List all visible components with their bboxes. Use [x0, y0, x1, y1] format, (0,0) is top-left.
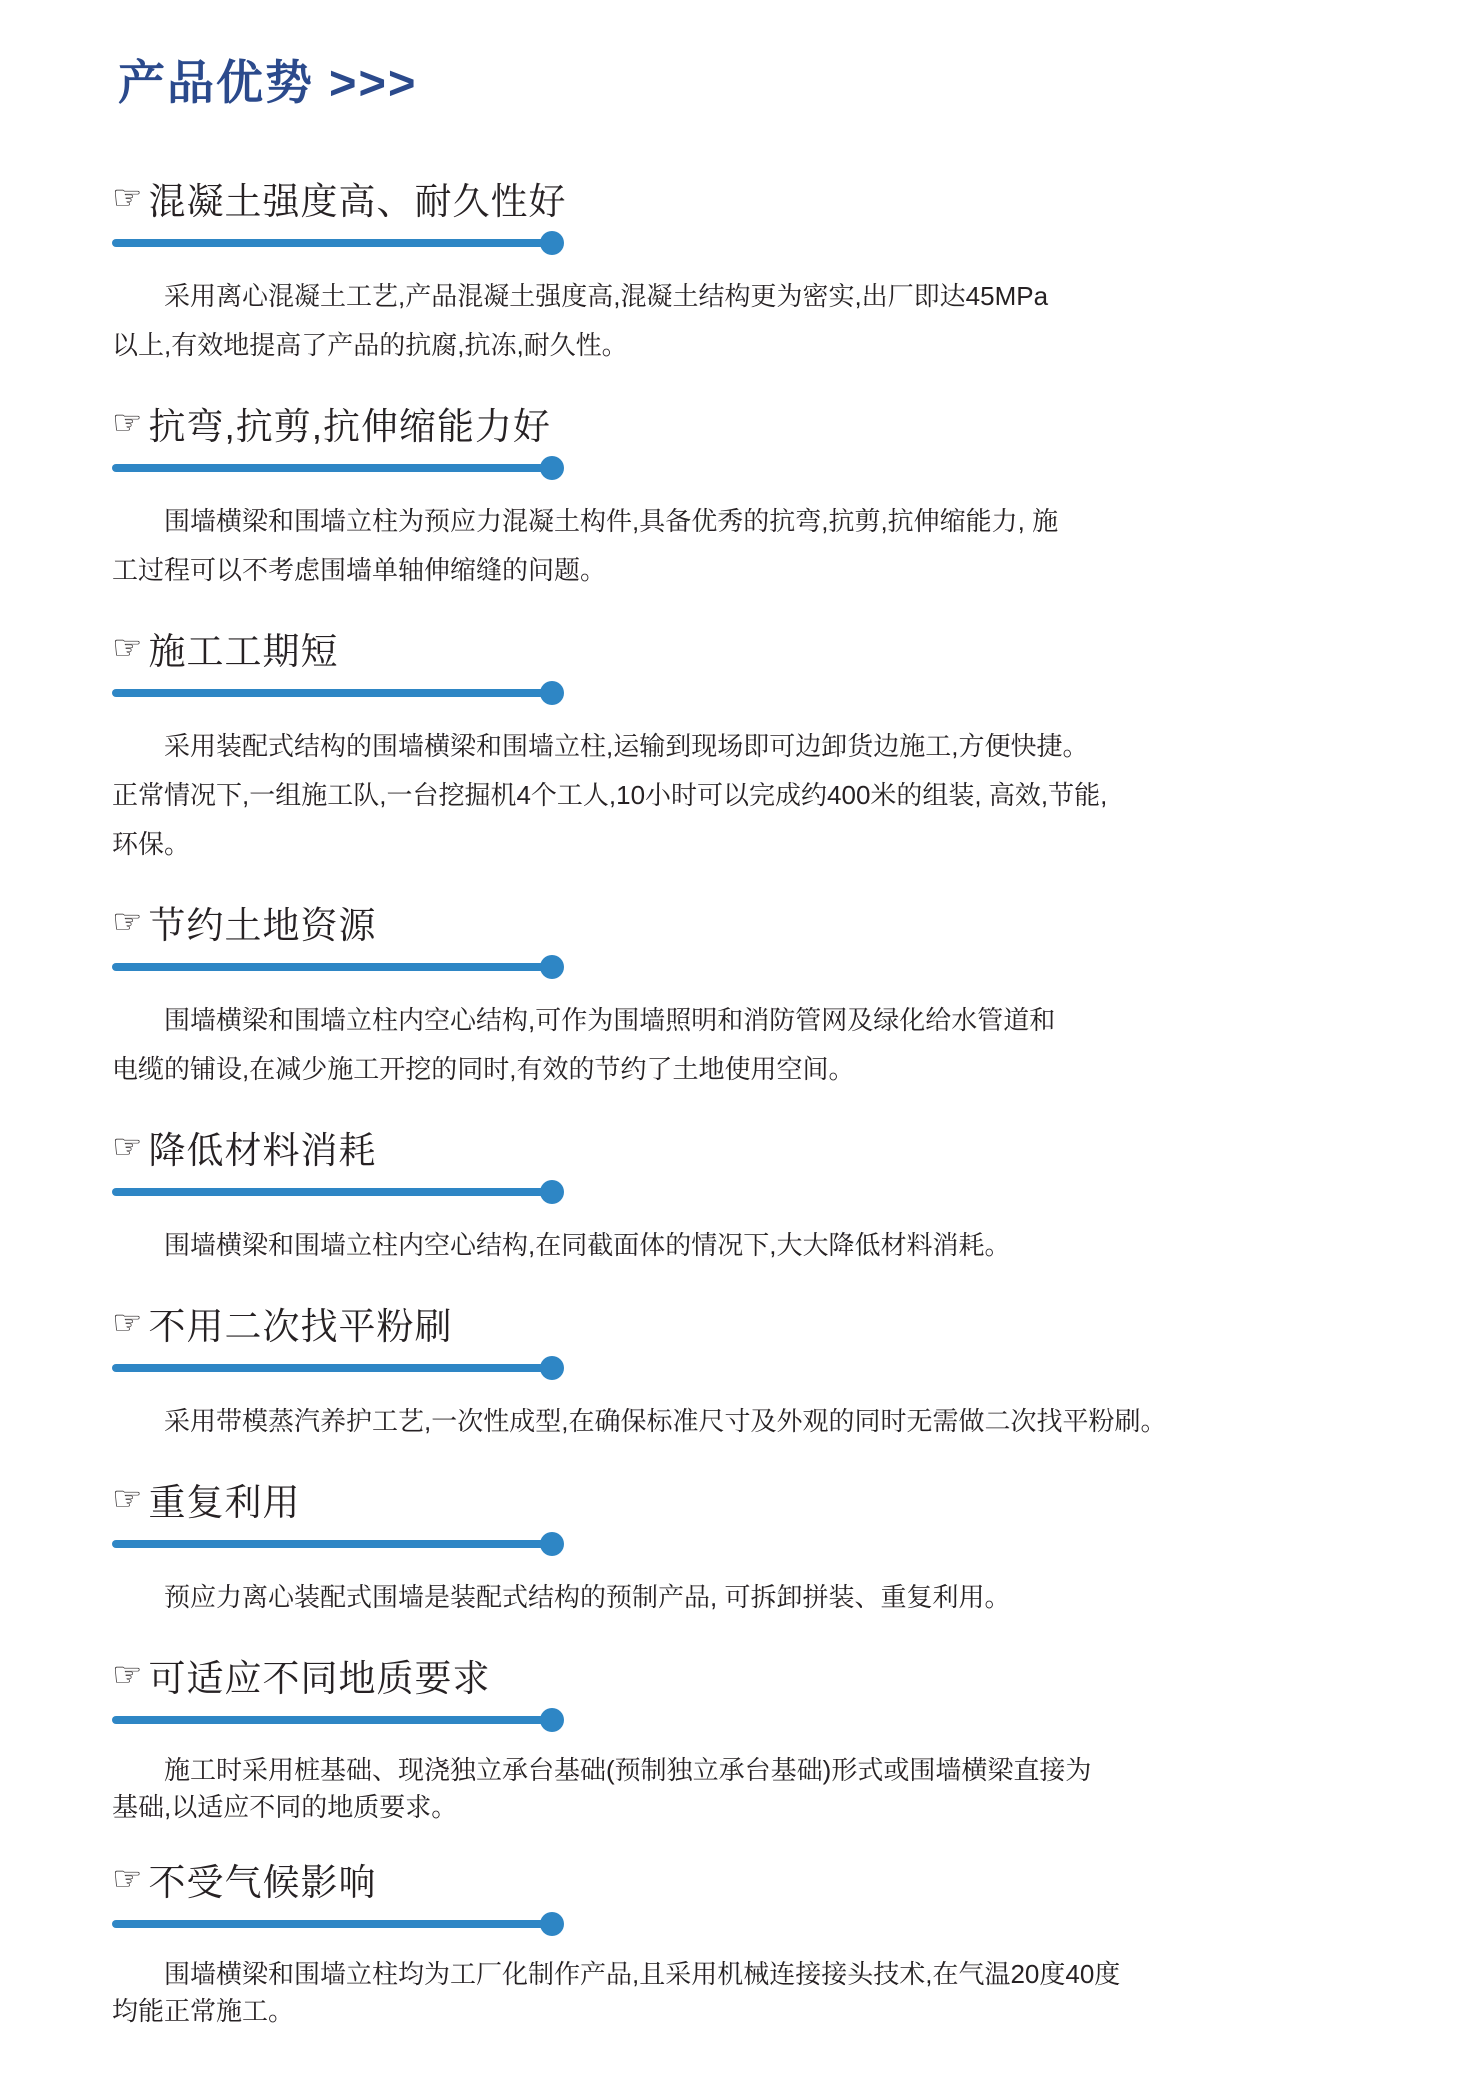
paragraph-line: 施工时采用桩基础、现浇独立承台基础(预制独立承台基础)形式或围墙横梁直接为 [164, 1755, 1092, 1785]
paragraph-line: 环保。 [112, 829, 191, 859]
accent-underline [112, 1364, 550, 1372]
underline-end-dot [540, 1912, 564, 1936]
section-paragraph [112, 1956, 1388, 2030]
accent-underline [112, 1920, 550, 1928]
section-paragraph [112, 996, 1388, 1094]
section-paragraph [112, 272, 1388, 370]
section-heading [112, 1296, 1388, 1350]
advantage-section [112, 171, 1388, 370]
underline-end-dot [540, 1180, 564, 1204]
paragraph-line: 正常情况下,一组施工队,一台挖掘机4个工人,10小时可以完成约400米的组装, 高效,节能, [112, 780, 1108, 810]
section-paragraph [112, 1573, 1388, 1622]
section-heading [112, 621, 1388, 675]
sections [112, 171, 1388, 2030]
section-heading [112, 1472, 1388, 1526]
pointing-hand-icon: ☞ [112, 629, 144, 667]
underline-end-dot [540, 1532, 564, 1556]
paragraph-line: 围墙横梁和围墙立柱均为工厂化制作产品,且采用机械连接接头技术,在气温20度40度 [164, 1959, 1121, 1989]
pointing-hand-icon: ☞ [112, 179, 144, 217]
advantage-section [112, 1852, 1388, 2030]
paragraph-line: 采用装配式结构的围墙横梁和围墙立柱,运输到现场即可边卸货边施工,方便快捷。 [164, 731, 1089, 761]
accent-underline [112, 239, 550, 247]
advantage-section [112, 621, 1388, 869]
section-heading-text: 可适应不同地质要求 [148, 1658, 491, 1699]
underline-end-dot [540, 456, 564, 480]
underline-end-dot [540, 1356, 564, 1380]
advantage-section [112, 1648, 1388, 1826]
section-heading-text: 重复利用 [148, 1482, 301, 1523]
paragraph-line: 采用带模蒸汽养护工艺,一次性成型,在确保标准尺寸及外观的同时无需做二次找平粉刷。 [164, 1406, 1167, 1436]
accent-underline [112, 963, 550, 971]
paragraph-line: 电缆的铺设,在减少施工开挖的同时,有效的节约了土地使用空间。 [112, 1054, 855, 1084]
paragraph-line: 围墙横梁和围墙立柱内空心结构,可作为围墙照明和消防管网及绿化给水管道和 [164, 1005, 1056, 1035]
advantage-section [112, 1472, 1388, 1622]
accent-underline [112, 689, 550, 697]
paragraph-line: 采用离心混凝土工艺,产品混凝土强度高,混凝土结构更为密实,出厂即达45MPa [164, 281, 1049, 311]
pointing-hand-icon: ☞ [112, 1656, 144, 1694]
section-heading [112, 1648, 1388, 1702]
accent-underline [112, 1716, 550, 1724]
pointing-hand-icon: ☞ [112, 1128, 144, 1166]
section-heading [112, 171, 1388, 225]
accent-underline [112, 464, 550, 472]
accent-underline [112, 1188, 550, 1196]
section-heading [112, 1852, 1388, 1906]
pointing-hand-icon: ☞ [112, 1860, 144, 1898]
section-heading [112, 895, 1388, 949]
paragraph-line: 以上,有效地提高了产品的抗腐,抗冻,耐久性。 [112, 330, 628, 360]
section-paragraph [112, 497, 1388, 595]
underline-end-dot [540, 231, 564, 255]
pointing-hand-icon: ☞ [112, 1304, 144, 1342]
pointing-hand-icon: ☞ [112, 404, 144, 442]
underline-end-dot [540, 1708, 564, 1732]
advantage-section [112, 396, 1388, 595]
paragraph-line: 工过程可以不考虑围墙单轴伸缩缝的问题。 [112, 555, 607, 585]
pointing-hand-icon: ☞ [112, 1480, 144, 1518]
page-title: 产品优势 >>> [118, 56, 418, 109]
section-heading-text: 不受气候影响 [148, 1862, 377, 1903]
section-heading [112, 396, 1388, 450]
advantage-section [112, 1296, 1388, 1446]
section-heading-text: 抗弯,抗剪,抗伸缩能力好 [148, 406, 552, 447]
paragraph-line: 均能正常施工。 [112, 1996, 295, 2026]
section-heading-text: 施工工期短 [148, 631, 339, 672]
product-advantages-page [112, 46, 1388, 2030]
underline-end-dot [540, 955, 564, 979]
section-paragraph [112, 1397, 1388, 1446]
section-heading-text: 降低材料消耗 [148, 1130, 377, 1171]
section-heading-text: 混凝土强度高、耐久性好 [148, 181, 567, 222]
section-paragraph [112, 1752, 1388, 1826]
section-heading [112, 1120, 1388, 1174]
section-heading-text: 不用二次找平粉刷 [148, 1306, 453, 1347]
paragraph-line: 围墙横梁和围墙立柱内空心结构,在同截面体的情况下,大大降低材料消耗。 [164, 1230, 1011, 1260]
advantage-section [112, 895, 1388, 1094]
section-paragraph [112, 1221, 1388, 1270]
section-paragraph [112, 722, 1388, 869]
section-heading-text: 节约土地资源 [148, 905, 377, 946]
paragraph-line: 围墙横梁和围墙立柱为预应力混凝土构件,具备优秀的抗弯,抗剪,抗伸缩能力, 施 [164, 506, 1059, 536]
paragraph-line: 预应力离心装配式围墙是装配式结构的预制产品, 可拆卸拼装、重复利用。 [164, 1582, 1011, 1612]
pointing-hand-icon: ☞ [112, 903, 144, 941]
accent-underline [112, 1540, 550, 1548]
underline-end-dot [540, 681, 564, 705]
advantage-section [112, 1120, 1388, 1270]
paragraph-line: 基础,以适应不同的地质要求。 [112, 1792, 458, 1822]
